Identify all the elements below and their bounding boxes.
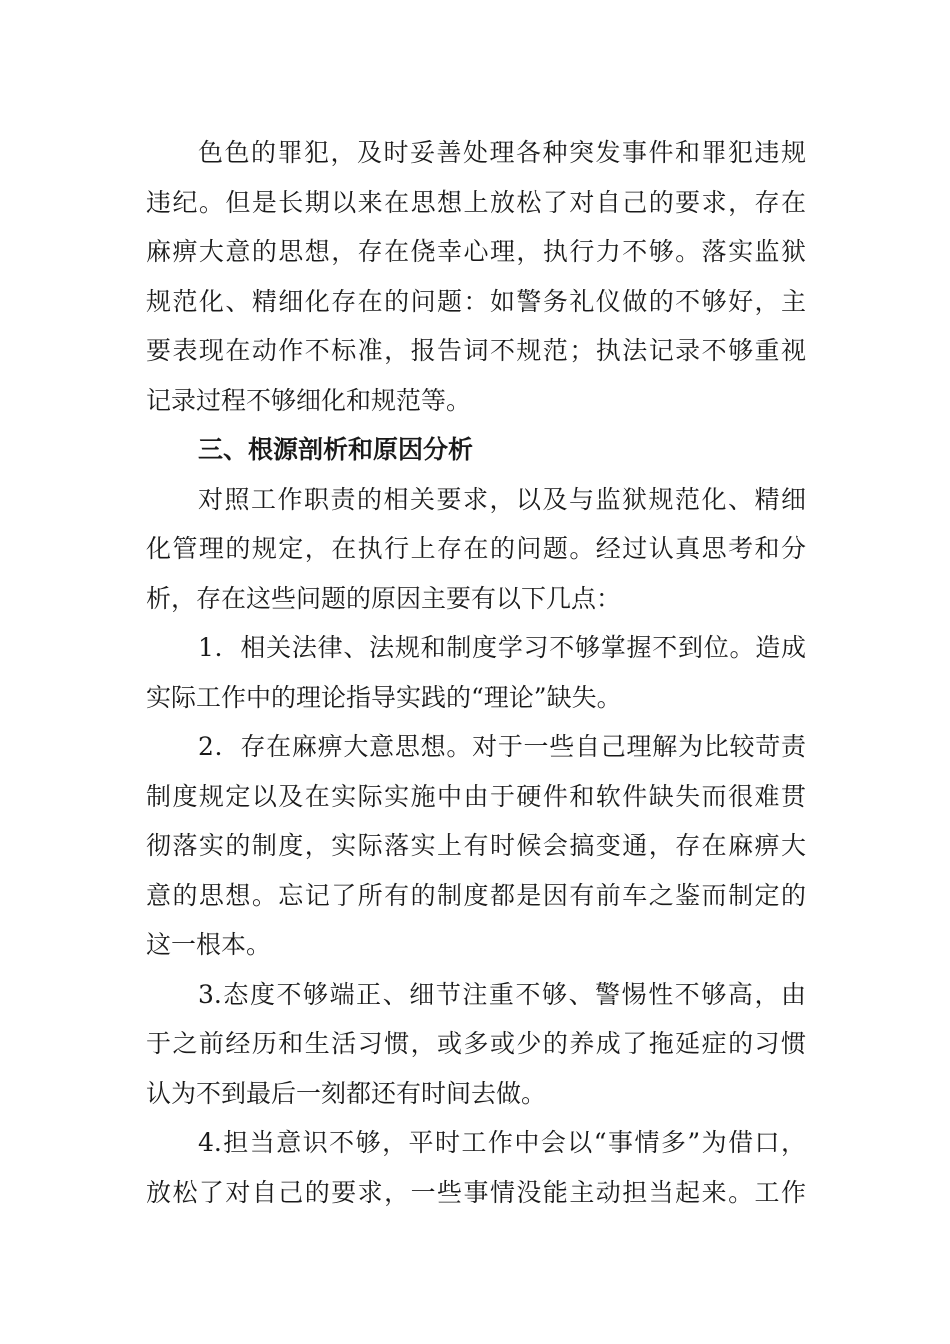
section-heading (146, 425, 806, 475)
list-item-2 (146, 722, 806, 970)
text-line: 记录过程不够细化和规范等。 (146, 385, 472, 415)
section-heading-text: 三、根源剖析和原因分析 (198, 435, 474, 464)
text-line: 2．存在麻痹大意思想。对于一些自己理解为比较苛责 (198, 732, 806, 761)
list-item-3 (146, 970, 806, 1119)
text-line: 析，存在这些问题的原因主要有以下几点： (146, 583, 622, 613)
text-line: 彻落实的制度，实际落实上有时候会搞变通，存在麻痹大 (146, 831, 806, 860)
text-line: 3.态度不够端正、细节注重不够、警惕性不够高，由 (198, 979, 806, 1009)
document-body (146, 128, 806, 1217)
text-line: 1．相关法律、法规和制度学习不够掌握不到位。造成 (198, 633, 806, 662)
text-line: 于之前经历和生活习惯，或多或少的养成了拖延症的习惯 (146, 1029, 806, 1058)
text-line: 化管理的规定，在执行上存在的问题。经过认真思考和分 (146, 534, 806, 563)
text-line: 要表现在动作不标准，报告词不规范；执法记录不够重视 (146, 336, 806, 365)
list-item-1 (146, 623, 806, 722)
text-line: 实际工作中的理论指导实践的“理论”缺失。 (146, 682, 622, 712)
list-item-4 (146, 1118, 806, 1217)
text-line: 意的思想。忘记了所有的制度都是因有前车之鉴而制定的 (146, 880, 806, 910)
text-line: 制度规定以及在实际实施中由于硬件和软件缺失而很难贯 (146, 781, 806, 811)
text-line: 认为不到最后一刻都还有时间去做。 (146, 1078, 547, 1108)
paragraph-p1 (146, 128, 806, 425)
text-line: 对照工作职责的相关要求，以及与监狱规范化、精细 (198, 484, 806, 514)
paragraph-p2 (146, 475, 806, 624)
text-line: 4.担当意识不够，平时工作中会以“事情多”为借口， (198, 1128, 806, 1157)
text-line: 规范化、精细化存在的问题：如警务礼仪做的不够好，主 (146, 286, 806, 316)
text-line: 这一根本。 (146, 930, 272, 959)
text-line: 麻痹大意的思想，存在侥幸心理，执行力不够。落实监狱 (146, 237, 806, 266)
text-line: 违纪。但是长期以来在思想上放松了对自己的要求，存在 (146, 187, 806, 217)
text-line: 放松了对自己的要求，一些事情没能主动担当起来。工作 (146, 1177, 806, 1207)
text-line: 色色的罪犯，及时妥善处理各种突发事件和罪犯违规 (198, 138, 806, 167)
